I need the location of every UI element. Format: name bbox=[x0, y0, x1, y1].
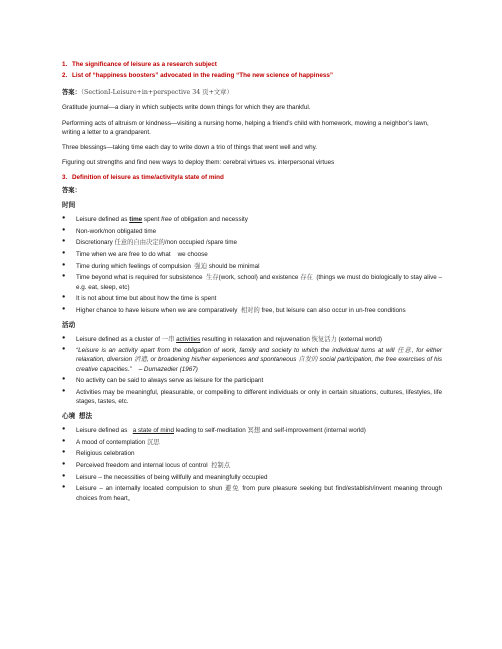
paragraph-blessings: Three blessings—taking time each day to write down a trio of things that went well and why. bbox=[62, 143, 318, 151]
list-item bbox=[62, 273, 442, 291]
text: It is not about time but about how the time is spent bbox=[76, 295, 217, 303]
chinese-note: 生存 bbox=[206, 274, 219, 282]
text: (work, school) and existence bbox=[218, 274, 301, 282]
question-2 bbox=[62, 71, 442, 80]
text: Activities may be meaningful, pleasurable, or compelling to different individuals or only in certain situations, cultures, lifestyles, life stages, tastes, etc. bbox=[76, 389, 442, 406]
text: Perceived freedom and internal locus of control bbox=[76, 461, 212, 469]
section-heading-activity: 活动 bbox=[62, 322, 76, 330]
text: Leisure defined as bbox=[76, 215, 130, 223]
list-item bbox=[62, 376, 442, 385]
text: Higher chance to have leisure when we are comparatively bbox=[76, 306, 241, 314]
text: (external world) bbox=[336, 335, 382, 343]
text: Time beyond what is required for subsistence bbox=[76, 274, 207, 282]
text: social participation, the free exercises of his creative capacities.” bbox=[76, 356, 444, 373]
text-state-of-mind: a state of mind bbox=[132, 426, 175, 434]
text: Leisure defined as bbox=[76, 426, 133, 434]
list-item-quote bbox=[62, 346, 442, 373]
list-item bbox=[62, 438, 442, 447]
list-item bbox=[62, 484, 442, 502]
answer-source: （SectionI-Leisure+in+perspective 34 页+文章） bbox=[80, 89, 233, 97]
quote-author: – Dumazedier (1967) bbox=[131, 365, 198, 373]
chinese-note: 相对的 bbox=[240, 306, 260, 314]
question-1 bbox=[62, 60, 442, 69]
text: (things we must do biologically to stay alive – e.g. eat, sleep, etc) bbox=[76, 274, 444, 291]
text: from pure pleasure seeking but find/establish/invent meaning through choices from heart。 bbox=[76, 485, 443, 502]
document-body bbox=[62, 60, 442, 507]
text: Time during which feelings of compulsion bbox=[76, 262, 195, 270]
text: A mood of contemplation bbox=[76, 438, 148, 446]
question-text: Definition of leisure as time/activity/a state of mind bbox=[72, 174, 224, 181]
chinese-note: 避免 bbox=[225, 485, 240, 493]
question-3 bbox=[62, 173, 442, 182]
answer-heading bbox=[62, 88, 442, 97]
text: “Leisure is an activity apart from the obligation of work, family and society to which the individual turns at will bbox=[76, 347, 398, 355]
paragraph-strengths: Figuring out strengths and find new ways to deploy them: cerebral virtues vs. interpersonal virtues bbox=[62, 158, 335, 166]
list-item bbox=[62, 294, 442, 303]
text: should be minimal bbox=[207, 262, 260, 270]
section-heading-time: 时间 bbox=[62, 202, 76, 210]
text: Time when we are free to do what we choose bbox=[76, 250, 208, 258]
chinese-note: 任意的自由决定的 bbox=[114, 239, 165, 247]
text-free: free bbox=[161, 215, 172, 223]
chinese-note: 恢复活力 bbox=[311, 335, 337, 343]
chinese-note: 一串 bbox=[161, 335, 175, 343]
text: resulting in relaxation and rejuvenation bbox=[200, 335, 312, 343]
list-item bbox=[62, 215, 442, 224]
list-item bbox=[62, 238, 442, 247]
question-text: List of “happiness boosters” advocated in the reading “The new science of happiness” bbox=[72, 72, 334, 80]
question-list-3 bbox=[62, 173, 442, 182]
list-item bbox=[62, 250, 442, 259]
text: leading to self-meditation bbox=[174, 426, 248, 434]
text: , or broadening his/her experiences and spontaneous bbox=[146, 356, 299, 364]
text: Non-work/non obligated time bbox=[76, 227, 157, 235]
text: Religious celebration bbox=[76, 450, 135, 458]
text: , for either relaxation, diversion bbox=[76, 347, 444, 364]
answer-label: 答案： bbox=[62, 89, 81, 97]
text: spent bbox=[142, 215, 162, 223]
text-activities: activities bbox=[176, 335, 201, 343]
text: Leisure – an internally located compulsion to shun bbox=[76, 485, 226, 493]
mind-list bbox=[62, 426, 442, 503]
question-number: 3. bbox=[62, 174, 68, 181]
text-time: time bbox=[129, 215, 143, 223]
question-number: 1. bbox=[62, 61, 68, 68]
list-item bbox=[62, 306, 442, 315]
text: Leisure defined as a cluster of bbox=[76, 335, 162, 343]
list-item bbox=[62, 262, 442, 271]
question-list-top bbox=[62, 60, 442, 80]
activity-list bbox=[62, 335, 442, 407]
text: of obligation and necessity bbox=[171, 215, 248, 223]
list-item bbox=[62, 227, 442, 236]
question-number: 2. bbox=[62, 72, 68, 80]
chinese-note: 任意 bbox=[397, 347, 412, 355]
text: free, but leisure can also occur in un-free conditions bbox=[259, 306, 406, 314]
list-item bbox=[62, 473, 442, 482]
list-item bbox=[62, 461, 442, 470]
list-item bbox=[62, 388, 442, 406]
chinese-note: 消遣 bbox=[134, 356, 147, 364]
list-item bbox=[62, 449, 442, 458]
list-item bbox=[62, 335, 442, 344]
question-text: The significance of leisure as a research subject bbox=[72, 61, 217, 68]
chinese-note: 自发的 bbox=[298, 356, 318, 364]
text: Discretionary bbox=[76, 239, 115, 247]
chinese-note: 存在 bbox=[300, 274, 313, 282]
list-item bbox=[62, 426, 442, 435]
chinese-note: 控制点 bbox=[211, 461, 230, 469]
text: Leisure – the necessities of being willfully and meaningfully occupied bbox=[76, 473, 268, 481]
section-heading-mind: 心境 想法 bbox=[62, 413, 93, 421]
paragraph-altruism: Performing acts of altruism or kindness—visiting a nursing home, helping a friend’s child with homework, mowing a neighbor’s lawn, writing a letter to a grandparent. bbox=[62, 119, 429, 136]
time-list bbox=[62, 215, 442, 315]
text: /non occupied /spare time bbox=[164, 239, 237, 247]
text: and self-improvement (internal world) bbox=[260, 426, 366, 434]
answer-label-2: 答案： bbox=[62, 187, 81, 195]
chinese-note: 强迫 bbox=[194, 262, 208, 270]
chinese-note: 沉思 bbox=[147, 438, 160, 446]
chinese-note: 冥想 bbox=[247, 426, 261, 434]
text: No activity can be said to always serve as leisure for the participant bbox=[76, 377, 264, 385]
paragraph-gratitude: Gratitude journal—a diary in which subjects write down things for which they are thankful. bbox=[62, 104, 311, 112]
